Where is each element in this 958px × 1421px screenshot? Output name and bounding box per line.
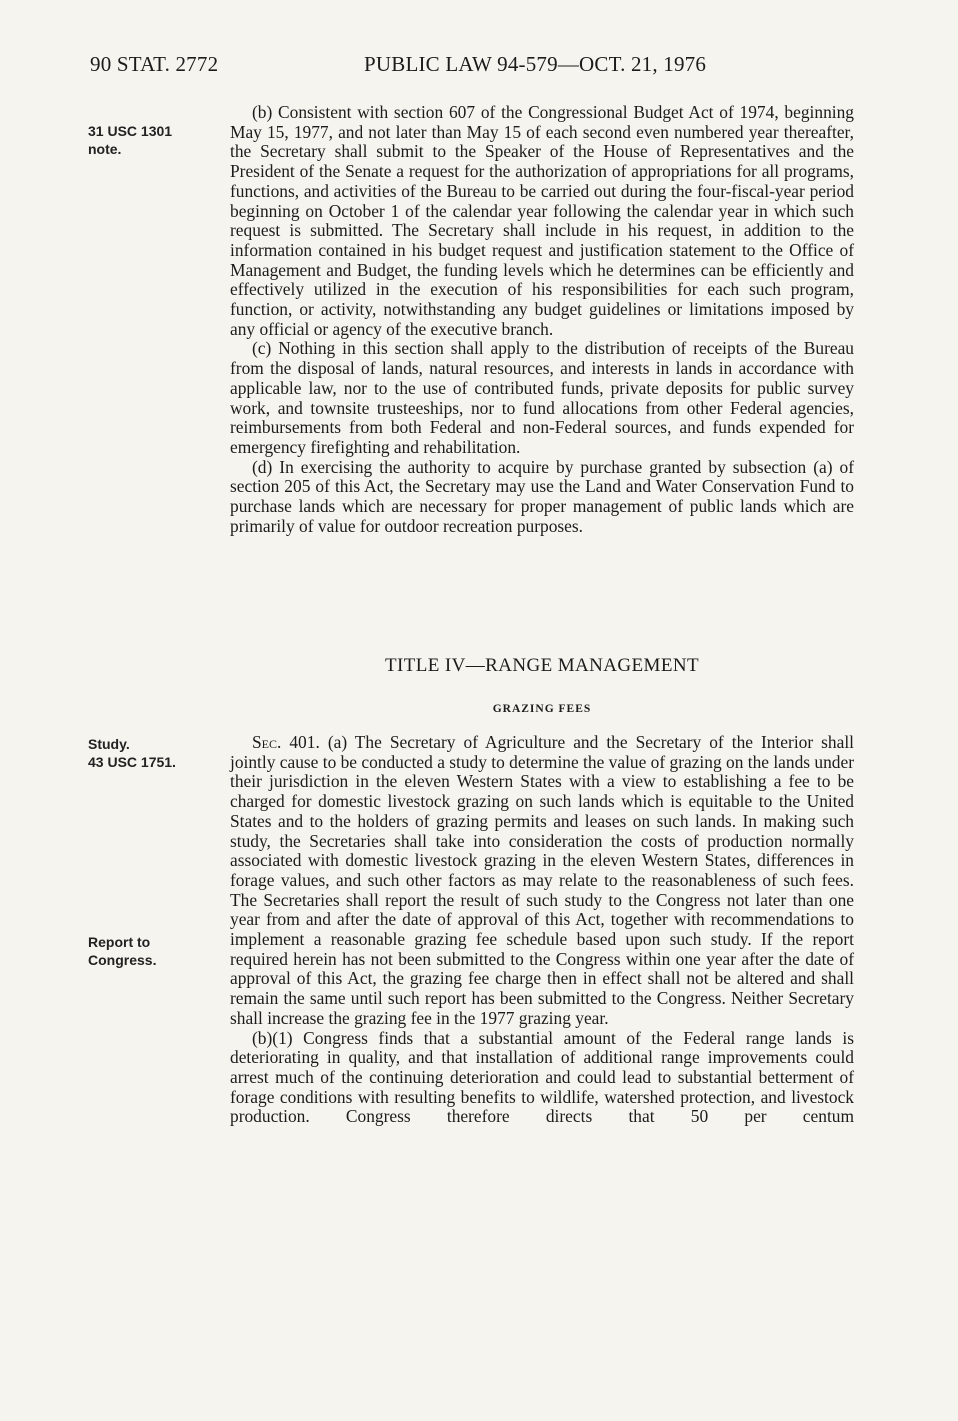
paragraph-c: (c) Nothing in this section shall apply to the distribution of receipts of the Bureau from the disposal of lands, natural resources, and interests in lands in accordance with applicable law, nor to the use of contributed funds, private deposits for public survey work, and townsite trusteeships, nor to fund allocations from other Federal agencies, reimbursements from both Federal and non-Federal sources, and funds expended for emergency firefighting and rehabilitation. xyxy=(230,338,854,457)
margin-note-study xyxy=(88,735,208,771)
margin-note-usc-1301 xyxy=(88,122,208,158)
section-label: Sec. 401. xyxy=(252,732,320,752)
paragraph-b: (b) Consistent with section 607 of the Congressional Budget Act of 1974, beginning May 15, 1977, and not later than May 15 of each second even numbered year thereafter, the Secretary shall submit to the Speaker of the House of Representatives and the President of the Senate a request for the authorization of appropriations for all programs, functions, and activities of the Bureau to be carried out during the four-fiscal-year period beginning on October 1 of the calendar year following the calendar year in which such request is submitted. The Secretary shall include in his request, in addition to the information contained in his budget request and justification statement to the Office of Management and Budget, the funding levels which he determines can be efficiently and effectively utilized in the execution of his responsibilities for each such program, function, or activity, notwithstanding any budget guidelines or limitations imposed by any official or agency of the executive branch. xyxy=(230,102,854,339)
section-401-body xyxy=(230,733,854,1127)
running-head: PUBLIC LAW 94-579—OCT. 21, 1976 xyxy=(364,52,707,76)
margin-note-line: 43 USC 1751. xyxy=(88,754,176,770)
margin-note-report xyxy=(88,933,208,969)
title-heading: TITLE IV—RANGE MANAGEMENT xyxy=(385,655,699,676)
section-206-body xyxy=(230,103,854,536)
section-subheading: GRAZING FEES xyxy=(492,703,592,715)
margin-note-line: 31 USC 1301 xyxy=(88,123,173,139)
stat-page-number: 90 STAT. 2772 xyxy=(90,52,219,76)
paragraph-401b1: (b)(1) Congress finds that a substantial amount of the Federal range lands is deteriorating in quality, and that installation of additional range improvements could arrest much of the continuing deterioration and could lead to substantial betterment of forage conditions with resulting benefits to wildlife, watershed protection, and livestock production. Congress therefore directs that 50 per centum xyxy=(230,1027,854,1127)
margin-note-line: Congress. xyxy=(88,952,157,968)
paragraph-401a xyxy=(230,733,854,1029)
paragraph-d: (d) In exercising the authority to acquire by purchase granted by subsection (a) of section 205 of this Act, the Secretary may use the Land and Water Conservation Fund to purchase lands which are necessary for proper management of public lands which are primarily of value for outdoor recreation purposes. xyxy=(230,456,854,536)
margin-note-line: Study. xyxy=(88,736,130,752)
margin-note-line: note. xyxy=(88,141,122,157)
paragraph-401a-text: (a) The Secretary of Agriculture and the Secretary of the Interior shall jointly cause to be conducted a study to determine the value of grazing on the lands under their jurisdiction in the eleven Western States with a view to establishing a fee to be charged for domestic livestock grazing on such lands which is equitable to the United States and to the holders of grazing permits and leases on such lands. In making such study, the Secretaries shall take into consideration the costs of production normally associated with domestic livestock grazing in the eleven Western States, differences in forage values, and such other factors as may relate to the reasonableness of such fees. The Secretaries shall report the result of such study to the Congress not later than one year from and after the date of approval of this Act, together with recommendations to implement a reasonable grazing fee schedule based upon such study. If the report required herein has not been submitted to the Congress within one year after the date of approval of this Act, the grazing fee charge then in effect shall not be altered and shall remain the same until such report has been submitted to the Congress. Neither Secretary shall increase the grazing fee in the 1977 grazing year. xyxy=(230,732,854,1028)
margin-note-line: Report to xyxy=(88,934,151,950)
